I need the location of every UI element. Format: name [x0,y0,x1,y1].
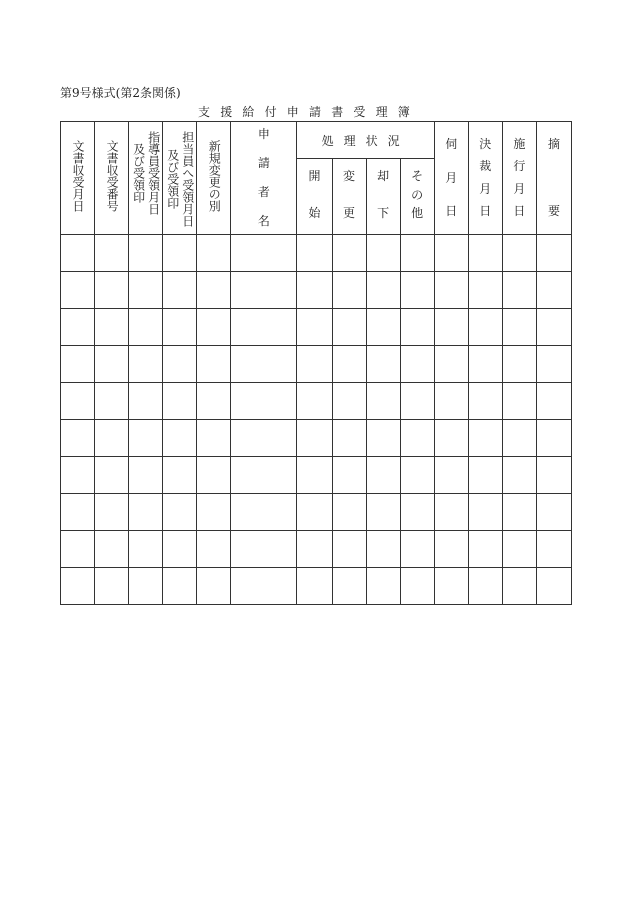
table-cell [197,383,231,420]
header-char: 者 [257,185,270,199]
table-cell [366,568,400,605]
table-cell [129,420,163,457]
table-cell [366,420,400,457]
table-cell [366,457,400,494]
header-char: 月 [445,170,458,185]
table-cell [95,383,129,420]
table-cell [163,568,197,605]
table-cell [129,494,163,531]
header-label: 及び受領印 [165,149,180,209]
table-row [61,420,572,457]
table-cell [197,346,231,383]
header-char: 請 [257,156,270,170]
table-cell [332,420,366,457]
table-cell [536,531,571,568]
table-row [61,346,572,383]
table-cell [366,309,400,346]
table-cell [163,235,197,272]
table-cell [61,531,95,568]
table-cell [366,235,400,272]
header-inquiry-date [434,122,468,235]
table-cell [366,383,400,420]
table-cell [332,235,366,272]
table-cell [332,309,366,346]
table-cell [297,457,332,494]
table-cell [400,346,434,383]
table-cell [197,494,231,531]
table-cell [297,383,332,420]
table-cell [61,235,95,272]
header-char: そ [411,169,424,183]
table-cell [61,568,95,605]
table-cell [400,383,434,420]
table-cell [468,457,502,494]
table-cell [95,531,129,568]
header-char: 始 [308,206,321,220]
header-char: 行 [513,159,526,174]
table-cell [468,568,502,605]
table-cell [197,235,231,272]
document-title: 支援給付申請書受理簿 [198,105,421,119]
table-cell [434,568,468,605]
table-cell [502,531,536,568]
table-cell [231,457,297,494]
receipt-ledger-table [60,121,572,605]
table-cell [366,531,400,568]
table-row [61,272,572,309]
table-cell [502,272,536,309]
form-number-label: 第9号様式(第2条関係) [60,86,181,100]
table-cell [61,420,95,457]
table-cell [434,272,468,309]
table-cell [434,235,468,272]
header-char: 日 [513,203,526,218]
table-cell [297,235,332,272]
table-cell [61,494,95,531]
table-cell [61,346,95,383]
header-label: 及び受領印 [131,143,146,203]
table-cell [297,531,332,568]
table-cell [197,309,231,346]
table-cell [366,494,400,531]
table-cell [95,309,129,346]
header-char: 下 [377,206,390,220]
table-cell [129,309,163,346]
header-char: 日 [479,203,492,218]
table-cell [468,309,502,346]
header-status-other [400,159,434,235]
header-document-receipt-number [95,122,129,235]
table-cell [297,494,332,531]
table-cell [231,346,297,383]
table-cell [61,309,95,346]
table-cell [502,346,536,383]
table-cell [434,420,468,457]
header-staff-receipt [163,122,197,235]
table-cell [95,420,129,457]
table-cell [61,383,95,420]
table-cell [129,383,163,420]
table-cell [129,531,163,568]
table-row [61,531,572,568]
table-cell [536,235,571,272]
table-cell [231,494,297,531]
table-cell [536,309,571,346]
table-cell [434,457,468,494]
table-cell [468,531,502,568]
table-row [61,568,572,605]
table-cell [366,346,400,383]
header-char: 摘 [547,137,560,151]
header-label: 文書収受月日 [71,140,86,212]
table-cell [297,346,332,383]
table-cell [129,272,163,309]
table-cell [297,309,332,346]
header-char: 更 [343,206,356,220]
table-cell [129,346,163,383]
header-approval-date [468,122,502,235]
header-applicant-name [231,122,297,235]
table-cell [536,457,571,494]
table-cell [231,309,297,346]
table-cell [332,531,366,568]
table-cell [400,309,434,346]
table-cell [468,420,502,457]
table-cell [468,383,502,420]
header-char: 裁 [479,159,492,174]
table-cell [536,346,571,383]
header-char: 却 [377,169,390,183]
table-cell [231,420,297,457]
header-char: 他 [411,206,424,220]
table-cell [129,568,163,605]
table-cell [400,272,434,309]
table-cell [95,494,129,531]
table-cell [468,346,502,383]
table-row [61,494,572,531]
header-char: 施 [513,137,526,151]
table-cell [502,420,536,457]
table-cell [197,272,231,309]
table-cell [502,235,536,272]
header-enforcement-date [502,122,536,235]
table-cell [434,494,468,531]
table-cell [163,383,197,420]
table-cell [434,531,468,568]
header-label: 文書収受番号 [105,140,120,212]
table-cell [400,531,434,568]
table-row [61,235,572,272]
table-cell [231,272,297,309]
table-cell [502,457,536,494]
table-cell [197,420,231,457]
header-char: 伺 [445,137,458,151]
table-cell [297,272,332,309]
header-label: 処理状況 [321,133,410,148]
table-cell [400,457,434,494]
header-char: 変 [343,169,356,183]
header-instructor-receipt [129,122,163,235]
table-cell [163,457,197,494]
header-char: 日 [445,204,458,218]
table-cell [434,309,468,346]
header-new-or-change [197,122,231,235]
header-char: 要 [547,204,560,218]
table-cell [61,272,95,309]
table-cell [536,272,571,309]
header-char: 名 [257,214,270,228]
table-cell [95,568,129,605]
table-cell [400,568,434,605]
table-cell [163,420,197,457]
table-cell [129,457,163,494]
table-cell [163,309,197,346]
header-label: 指導員受領月日 [146,131,161,215]
table-cell [197,568,231,605]
table-row [61,309,572,346]
table-cell [332,457,366,494]
table-row [61,383,572,420]
header-status-rejected [366,159,400,235]
header-char: 月 [513,181,526,196]
table-cell [163,346,197,383]
table-row [61,457,572,494]
table-cell [502,383,536,420]
table-cell [400,235,434,272]
table-cell [61,457,95,494]
table-cell [468,494,502,531]
table-cell [400,494,434,531]
table-cell [468,272,502,309]
header-status-start [297,159,332,235]
table-cell [502,568,536,605]
table-cell [95,272,129,309]
table-cell [536,494,571,531]
header-char: 決 [479,137,492,151]
table-cell [536,383,571,420]
header-char: 月 [479,181,492,196]
table-cell [129,235,163,272]
table-cell [163,531,197,568]
header-label: 新規変更の別 [207,140,222,212]
table-cell [332,383,366,420]
table-cell [231,568,297,605]
table-cell [434,383,468,420]
table-cell [95,346,129,383]
header-processing-status [297,122,434,159]
table-cell [197,457,231,494]
table-cell [231,531,297,568]
table-cell [502,494,536,531]
table-cell [536,420,571,457]
table-cell [332,272,366,309]
table-cell [297,420,332,457]
header-char: の [411,187,424,202]
header-char: 開 [308,169,321,183]
table-cell [297,568,332,605]
header-label: 担当員へ受領月日 [180,131,195,227]
table-cell [502,309,536,346]
table-cell [332,346,366,383]
table-cell [332,568,366,605]
header-document-receipt-date [61,122,95,235]
table-cell [197,531,231,568]
table-cell [163,272,197,309]
header-char: 申 [257,127,270,141]
table-cell [400,420,434,457]
table-cell [231,235,297,272]
table-cell [536,568,571,605]
header-remarks [536,122,571,235]
table-cell [468,235,502,272]
table-cell [366,272,400,309]
table-cell [231,383,297,420]
table-cell [434,346,468,383]
table-cell [95,457,129,494]
table-cell [95,235,129,272]
table-cell [332,494,366,531]
header-status-change [332,159,366,235]
table-cell [163,494,197,531]
